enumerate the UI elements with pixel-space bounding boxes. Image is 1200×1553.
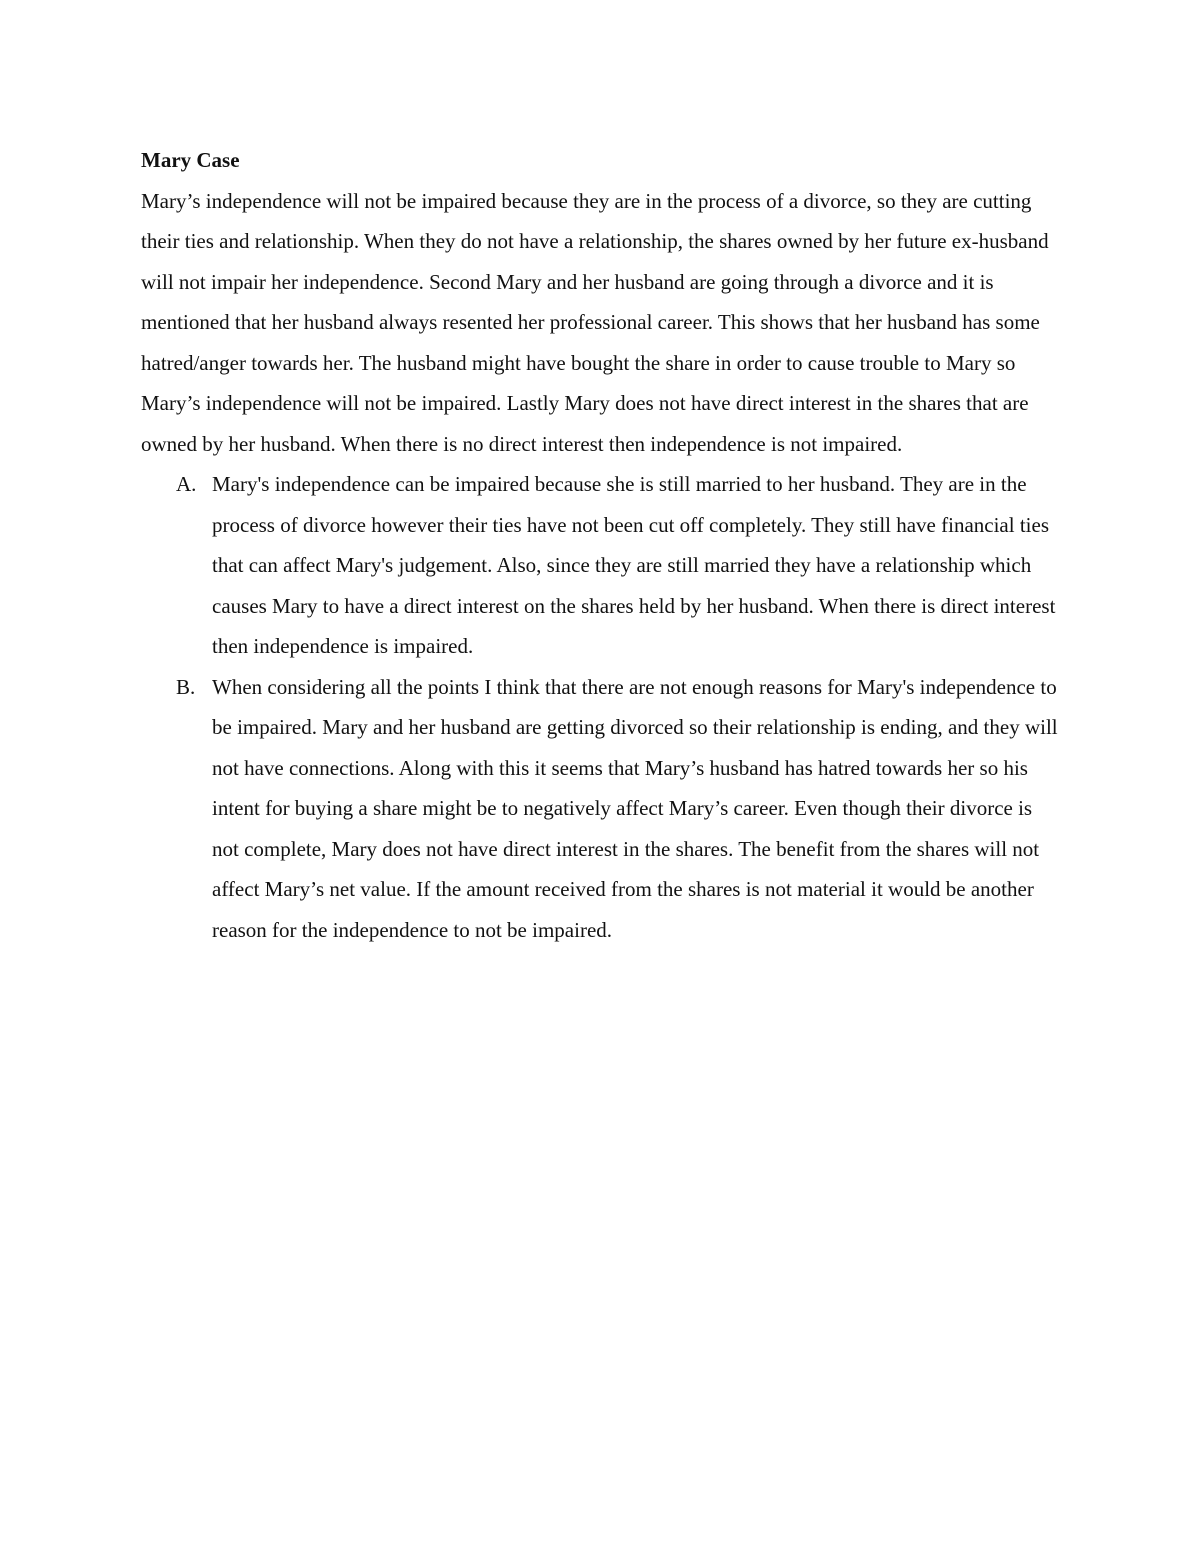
list-marker-a: A. <box>176 472 197 496</box>
document-title: Mary Case <box>141 148 240 172</box>
document-body <box>141 140 1063 950</box>
list-item-a-text: Mary's independence can be impaired because she is still married to her husband. They are in the process of divorce however their ties have not been cut off completely. They still have financial ties that can affect Mary's judgement. Also, since they are still married they have a relationship which causes Mary to have a direct interest on the shares held by her husband. When there is direct interest then independence is impaired. <box>212 472 1056 658</box>
list-item-b-text: When considering all the points I think that there are not enough reasons for Mary's independence to be impaired. Mary and her husband are getting divorced so their relationship is ending, and they will not have connections. Along with this it seems that Mary’s husband has hatred towards her so his intent for buying a share might be to negatively affect Mary’s career. Even though their divorce is not complete, Mary does not have direct interest in the shares. The benefit from the shares will not affect Mary’s net value. If the amount received from the shares is not material it would be another reason for the independence to not be impaired. <box>212 674 1058 942</box>
list-marker-b: B. <box>176 674 196 699</box>
list-item-a <box>141 464 1063 667</box>
intro-paragraph: Mary’s independence will not be impaired because they are in the process of a divorce, so they are cutting their ties and relationship. When they do not have a relationship, the shares owned by her future ex-husband will not impair her independence. Second Mary and her husband are going through a divorce and it is mentioned that her husband always resented her professional career. This shows that her husband has some hatred/anger towards her. The husband might have bought the share in order to cause trouble to Mary so Mary’s independence will not be impaired. Lastly Mary does not have direct interest in the shares that are owned by her husband. When there is no direct interest then independence is not impaired. <box>141 188 1049 456</box>
list-item-b <box>141 667 1063 951</box>
lettered-list <box>141 464 1063 950</box>
